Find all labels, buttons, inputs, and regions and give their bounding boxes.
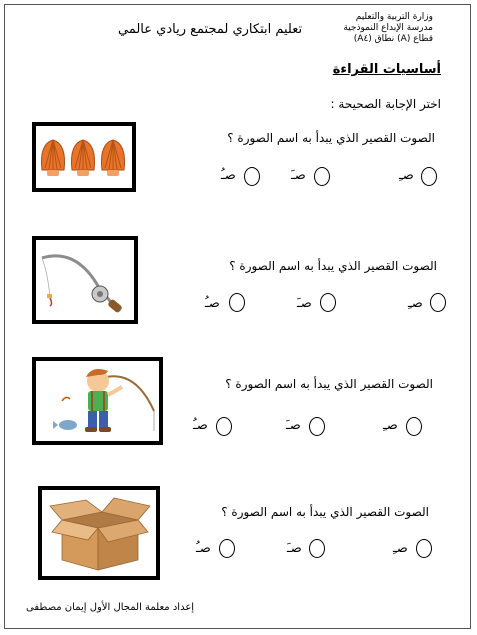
ministry-header xyxy=(343,12,433,45)
q1-option-kasra-radio[interactable] xyxy=(421,167,437,186)
boy-fishing-icon xyxy=(53,369,154,432)
sector-line: قطاع (A) نطاق (A٤) xyxy=(353,34,433,44)
q3-option-kasra-radio[interactable] xyxy=(406,417,422,436)
question-4-text: الصوت القصير الذي يبدأ به اسم الصورة ؟ xyxy=(221,505,429,519)
footer-credit: إعداد معلمة المجال الأول إيمان مصطفى xyxy=(26,602,195,613)
section-title: أساسيات القراءة xyxy=(332,62,441,77)
q1-option-fatha-label: صـَ xyxy=(291,168,306,183)
question-2-text: الصوت القصير الذي يبدأ به اسم الصورة ؟ xyxy=(229,259,437,273)
q2-option-fatha-radio[interactable] xyxy=(320,293,336,312)
seashells-image xyxy=(32,122,136,192)
question-3-text: الصوت القصير الذي يبدأ به اسم الصورة ؟ xyxy=(225,377,433,391)
boy-fishing-image xyxy=(32,357,163,445)
q4-option-kasra-radio[interactable] xyxy=(416,539,432,558)
q2-option-fatha-label: صـَ xyxy=(297,296,312,311)
q1-option-fatha-radio[interactable] xyxy=(314,167,330,186)
q4-option-damma-label: صـُ xyxy=(196,541,211,556)
q2-option-damma-radio[interactable] xyxy=(229,293,245,312)
q4-option-fatha-label: صـَ xyxy=(287,541,302,556)
q1-option-damma-label: صـُ xyxy=(221,168,236,183)
q1-option-kasra-label: صـِ xyxy=(399,168,414,183)
school-line: مدرسة الإبداع النموذجية xyxy=(343,23,433,33)
q3-option-damma-radio[interactable] xyxy=(216,417,232,436)
q4-option-damma-radio[interactable] xyxy=(219,539,235,558)
q3-option-kasra-label: صـِ xyxy=(383,418,398,433)
header-title: تعليم ابتكاري لمجتمع ريادي عالمي xyxy=(118,22,303,37)
q4-option-fatha-radio[interactable] xyxy=(309,539,325,558)
q2-option-damma-label: صـُ xyxy=(205,296,220,311)
q4-option-kasra-label: صـِ xyxy=(393,541,408,556)
cardboard-box-icon xyxy=(50,498,150,570)
seashell-icon xyxy=(41,140,64,176)
q3-option-damma-label: صـُ xyxy=(193,418,208,433)
ministry-line: وزارة التربية والتعليم xyxy=(355,12,433,22)
instruction: اختر الإجابة الصحيحة : xyxy=(330,97,441,111)
q3-option-fatha-radio[interactable] xyxy=(309,417,325,436)
cardboard-box-image xyxy=(38,486,160,580)
fishing-rod-icon xyxy=(42,256,123,314)
q2-option-kasra-label: صـِ xyxy=(408,296,423,311)
q1-option-damma-radio[interactable] xyxy=(244,167,260,186)
q2-option-kasra-radio[interactable] xyxy=(430,293,446,312)
q3-option-fatha-label: صـَ xyxy=(286,418,301,433)
fishing-rod-image xyxy=(32,236,138,324)
question-1-text: الصوت القصير الذي يبدأ به اسم الصورة ؟ xyxy=(227,131,435,145)
